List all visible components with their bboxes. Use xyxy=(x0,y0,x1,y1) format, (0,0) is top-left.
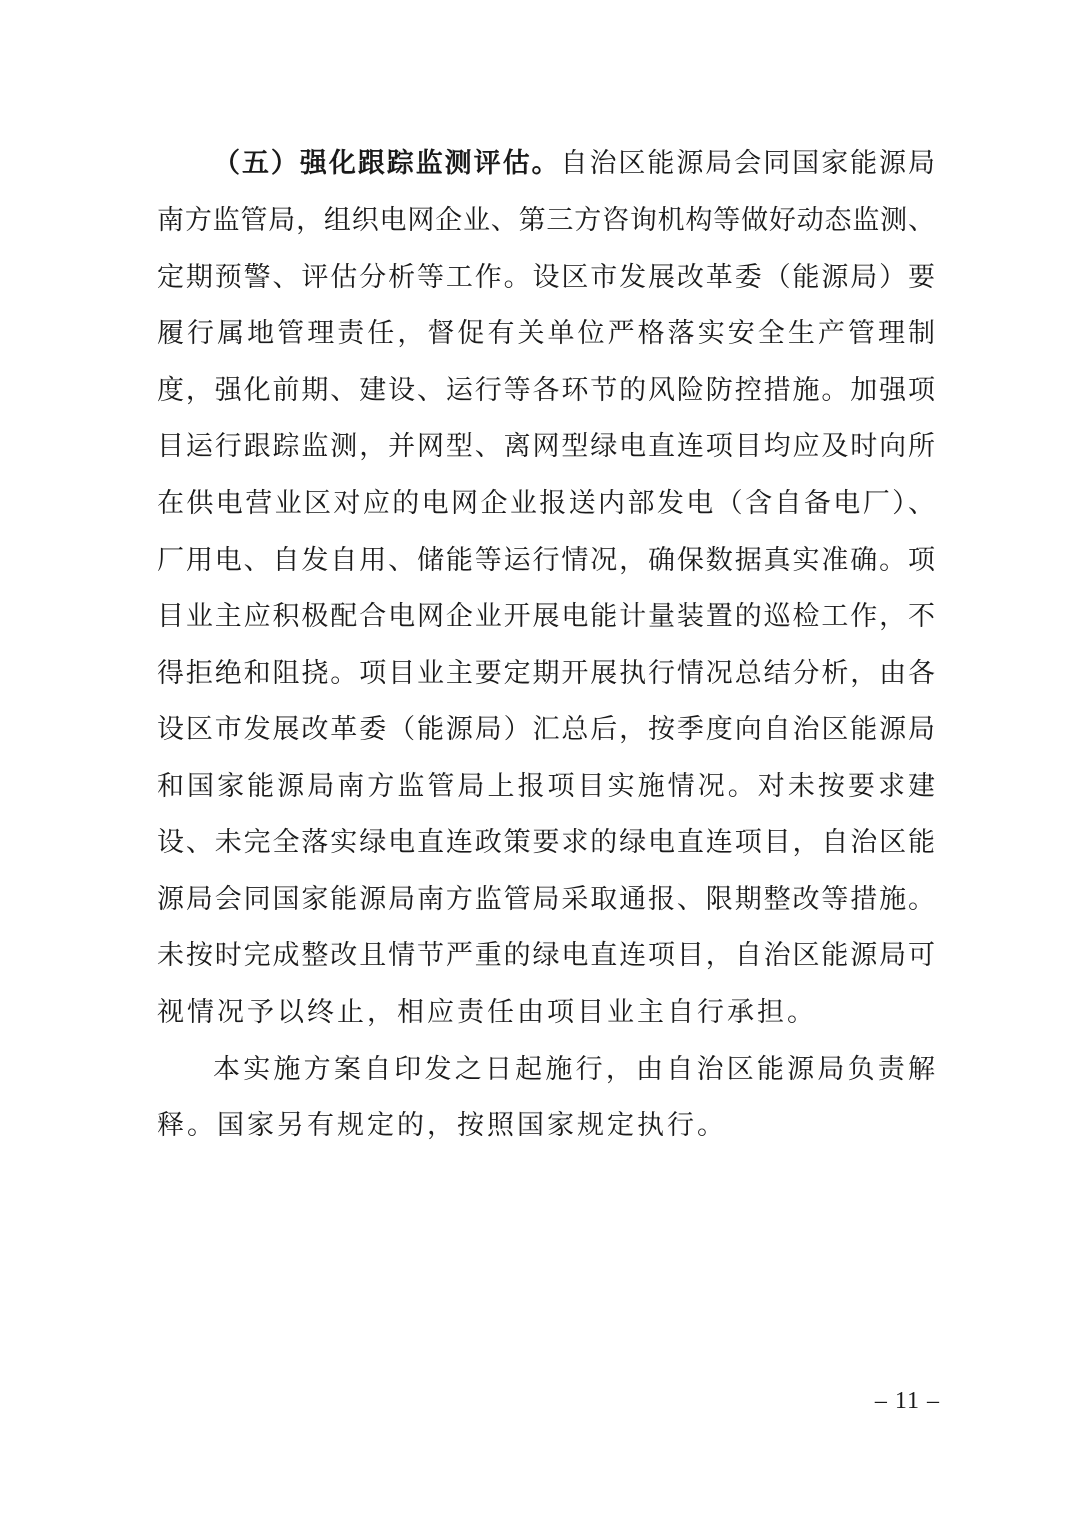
paragraph-line: 目业主应积极配合电网企业开展电能计量装置的巡检工作，不 xyxy=(157,601,935,632)
paragraph-line: 度，强化前期、建设、运行等各环节的风险防控措施。加强项 xyxy=(157,375,935,406)
paragraph-line xyxy=(213,146,935,182)
paragraph-line: 视情况予以终止，相应责任由项目业主自行承担。 xyxy=(157,997,817,1028)
paragraph-line: 定期预警、评估分析等工作。设区市发展改革委（能源局）要 xyxy=(157,262,935,293)
paragraph-line: 南方监管局，组织电网企业、第三方咨询机构等做好动态监测、 xyxy=(157,205,935,236)
paragraph-line: 本实施方案自印发之日起施行，由自治区能源局负责解 xyxy=(213,1054,935,1085)
paragraph-line: 目运行跟踪监测，并网型、离网型绿电直连项目均应及时向所 xyxy=(157,431,935,462)
paragraph-line: 和国家能源局南方监管局上报项目实施情况。对未按要求建 xyxy=(157,771,935,802)
paragraph-line: 源局会同国家能源局南方监管局采取通报、限期整改等措施。 xyxy=(157,884,935,915)
paragraph-line: 释。国家另有规定的，按照国家规定执行。 xyxy=(157,1110,727,1141)
paragraph-text: 自治区能源局会同国家能源局 xyxy=(560,148,935,179)
page-number: – 11 – xyxy=(874,1388,940,1414)
paragraph-line: 设区市发展改革委（能源局）汇总后，按季度向自治区能源局 xyxy=(157,714,935,745)
paragraph-line: 履行属地管理责任，督促有关单位严格落实安全生产管理制 xyxy=(157,318,935,349)
section-heading: （五）强化跟踪监测评估。 xyxy=(213,148,561,179)
paragraph-line: 未按时完成整改且情节严重的绿电直连项目，自治区能源局可 xyxy=(157,940,935,971)
paragraph-line: 在供电营业区对应的电网企业报送内部发电（含自备电厂）、 xyxy=(157,488,935,519)
paragraph-line: 厂用电、自发自用、储能等运行情况，确保数据真实准确。项 xyxy=(157,545,935,576)
paragraph-line: 设、未完全落实绿电直连政策要求的绿电直连项目，自治区能 xyxy=(157,827,935,858)
paragraph-line: 得拒绝和阻挠。项目业主要定期开展执行情况总结分析，由各 xyxy=(157,658,935,689)
